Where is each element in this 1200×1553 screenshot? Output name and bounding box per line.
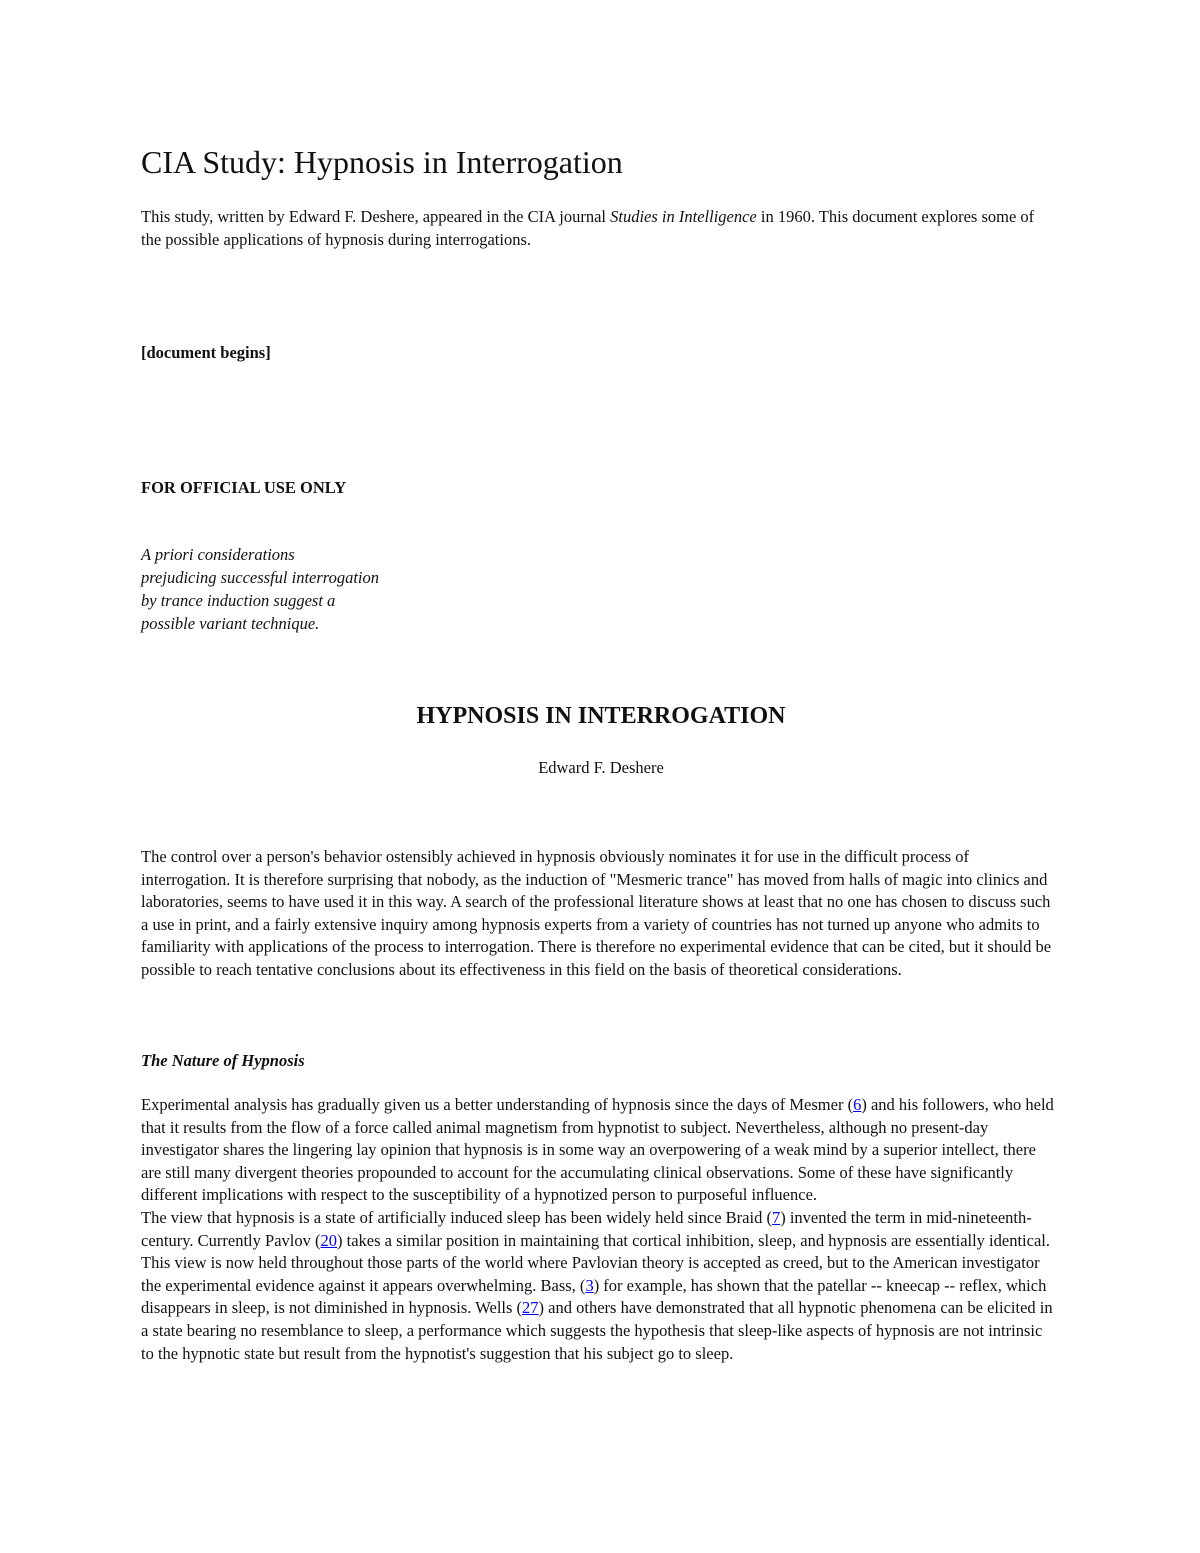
- reference-link[interactable]: 7: [771, 1207, 781, 1227]
- epigraph-line: possible variant technique.: [141, 614, 320, 633]
- paragraph-text: ) and others have demonstrated that all hypnotic phenomena can be elicited in a state bearing no resemblance to sleep, a performance which suggests the hypothesis that sleep-like aspects of hypnosis are not intrinsic to the hypnotic state but result from the hypnotist's suggestion that his subject go to sleep.: [141, 1298, 1053, 1363]
- paragraph-text: ) for example, has shown that the patellar -- kneecap -- reflex, which disappears in sleep, is not diminished in hypnosis. Wells (: [141, 1275, 1047, 1318]
- body-paragraph: [141, 1094, 1056, 1207]
- journal-name: Studies in Intelligence: [610, 207, 757, 226]
- article-heading: HYPNOSIS IN INTERROGATION: [416, 703, 786, 729]
- reference-link[interactable]: 6: [853, 1095, 862, 1114]
- paragraph-text: ) and his followers, who held that it results from the flow of a force called animal magnetism from hypnotist to subject. Nevertheless, although no present-day investigator shares the lingering lay opinion that hypnosis is in some way an overpowering of a weak mind by a superior intellect, there are still many divergent theories propounded to account for the accumulating clinical observations. Some of these have significantly different implications with respect to the susceptibility of a hypnotized person to purposeful influence.: [141, 1095, 1054, 1205]
- reference-link[interactable]: 3: [585, 1275, 594, 1295]
- classification-label: FOR OFFICIAL USE ONLY: [141, 478, 347, 497]
- reference-link[interactable]: 20: [320, 1230, 337, 1250]
- paragraph-text: ) invented the term in mid-nineteenth-century. Currently Pavlov (: [141, 1207, 1032, 1250]
- page-title: CIA Study: Hypnosis in Interrogation: [141, 144, 623, 180]
- epigraph-line: prejudicing successful interrogation: [141, 568, 380, 587]
- paragraph-text: ) takes a similar position in maintaining that cortical inhibition, sleep, and hypnosis are essentially identical. This view is now held throughout those parts of the world where Pavlovian theory is accepted as creed, but to the American investigator the experimental evidence against it appears overwhelming. Bass, (: [141, 1230, 1050, 1295]
- epigraph: [141, 543, 379, 635]
- body-paragraph: [141, 1207, 1056, 1365]
- intro-text-after: in 1960. This document explores some of the possible applications of hypnosis during interrogations.: [141, 207, 1035, 249]
- paragraph-text: Experimental analysis has gradually given us a better understanding of hypnosis since the days of Mesmer (: [141, 1095, 854, 1114]
- section-heading: The Nature of Hypnosis: [141, 1051, 305, 1070]
- reference-link[interactable]: 27: [522, 1298, 539, 1318]
- intro-text-before: This study, written by Edward F. Deshere, appeared in the CIA journal: [141, 207, 611, 226]
- document-begins-marker: [document begins]: [141, 343, 271, 362]
- epigraph-line: by trance induction suggest a: [141, 591, 336, 610]
- epigraph-line: A priori considerations: [141, 545, 295, 564]
- section-body: [141, 1094, 1056, 1365]
- intro-paragraph: [141, 205, 1046, 251]
- paragraph-text: The view that hypnosis is a state of artificially induced sleep has been widely held since Braid (: [141, 1207, 772, 1227]
- opening-paragraph: The control over a person's behavior ostensibly achieved in hypnosis obviously nominates it for use in the difficult process of interrogation. It is therefore surprising that nobody, as the induction of "Mesmeric trance" has moved from halls of magic into clinics and laboratories, seems to have used it in this way. A search of the professional literature shows at least that no one has chosen to discuss such a use in print, and a fairly extensive inquiry among hypnosis experts from a variety of countries has not turned up anyone who admits to familiarity with applications of the process to interrogation. There is therefore no experimental evidence that can be cited, but it should be possible to reach tentative conclusions about its effectiveness in this field on the basis of theoretical considerations.: [141, 847, 1052, 979]
- author-byline: Edward F. Deshere: [538, 758, 664, 777]
